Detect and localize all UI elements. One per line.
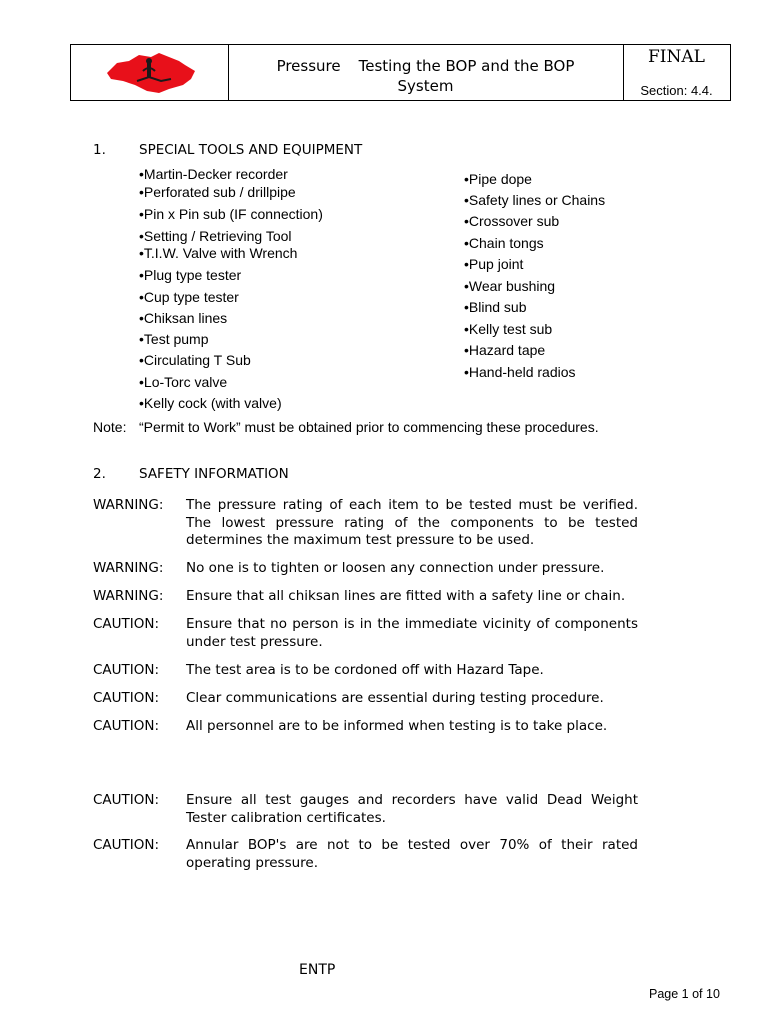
caution-text: Annular BOP's are not to be tested over 70% of their rated operating pressure. (186, 837, 638, 871)
list-item: • Lo-Torc valve (139, 374, 227, 390)
list-item: • Pipe dope (464, 171, 532, 187)
section2-number: 2. (93, 466, 106, 482)
title-line2: System (397, 77, 454, 95)
header-table (70, 44, 731, 101)
page-number: Page 1 of 10 (649, 987, 720, 1001)
caution-label: CAUTION: (93, 792, 160, 808)
list-item: • T.I.W. Valve with Wrench (139, 245, 297, 261)
list-item: • Chiksan lines (139, 310, 227, 326)
section-number: Section: 4.4. (640, 83, 713, 98)
list-item: • Wear bushing (464, 278, 555, 294)
list-item: • Blind sub (464, 299, 527, 315)
list-item: • Martin-Decker recorder (139, 166, 288, 182)
list-item: • Hand-held radios (464, 364, 576, 380)
list-item: • Circulating T Sub (139, 352, 251, 368)
note-label: Note: (93, 419, 127, 435)
title-word: Pressure (276, 57, 341, 75)
footer-company: ENTP (299, 962, 336, 978)
caution-text: Clear communications are essential during testing procedure. (186, 690, 604, 706)
caution-text: All personnel are to be informed when testing is to take place. (186, 718, 608, 734)
warning-text: No one is to tighten or loosen any connection under pressure. (186, 560, 605, 576)
list-item: • Setting / Retrieving Tool (139, 228, 292, 244)
section2-title: SAFETY INFORMATION (139, 466, 289, 482)
caution-text: The test area is to be cordoned off with Hazard Tape. (186, 662, 544, 678)
list-item: • Pup joint (464, 256, 523, 272)
caution-label: CAUTION: (93, 837, 160, 853)
section1-title: SPECIAL TOOLS AND EQUIPMENT (139, 142, 363, 158)
warning-label: WARNING: (93, 560, 164, 576)
logo-cell (71, 45, 229, 100)
warning-text: Ensure that all chiksan lines are fitted with a safety line or chain. (186, 588, 626, 604)
list-item: • Pin x Pin sub (IF connection) (139, 206, 323, 222)
status-final: FINAL (648, 47, 705, 67)
caution-text: Ensure all test gauges and recorders have valid Dead Weight Tester calibration certificates. (186, 792, 638, 826)
list-item: • Plug type tester (139, 267, 241, 283)
list-item: • Chain tongs (464, 235, 544, 251)
list-item: • Perforated sub / drillpipe (139, 184, 296, 200)
caution-label: CAUTION: (93, 718, 160, 734)
status-cell (623, 45, 730, 100)
title-text: Testing the BOP and the BOP (358, 57, 575, 75)
company-logo-icon (99, 51, 199, 95)
list-item: • Cup type tester (139, 289, 239, 305)
section1-number: 1. (93, 142, 106, 158)
list-item: • Kelly cock (with valve) (139, 395, 282, 411)
warning-label: WARNING: (93, 497, 164, 513)
list-item: • Kelly test sub (464, 321, 552, 337)
warning-text: The pressure rating of each item to be tested must be verified. The lowest pressure rating of the components to be tested determines the maximum test pressure to be used. (186, 497, 638, 548)
list-item: • Test pump (139, 331, 209, 347)
caution-label: CAUTION: (93, 662, 160, 678)
list-item: • Safety lines or Chains (464, 192, 605, 208)
note-text: “Permit to Work” must be obtained prior to commencing these procedures. (139, 419, 599, 435)
caution-label: CAUTION: (93, 616, 160, 632)
list-item: • Hazard tape (464, 342, 545, 358)
caution-label: CAUTION: (93, 690, 160, 706)
list-item: • Crossover sub (464, 213, 559, 229)
document-title (228, 45, 624, 100)
caution-text: Ensure that no person is in the immediate vicinity of components under test pressure. (186, 616, 638, 650)
warning-label: WARNING: (93, 588, 164, 604)
